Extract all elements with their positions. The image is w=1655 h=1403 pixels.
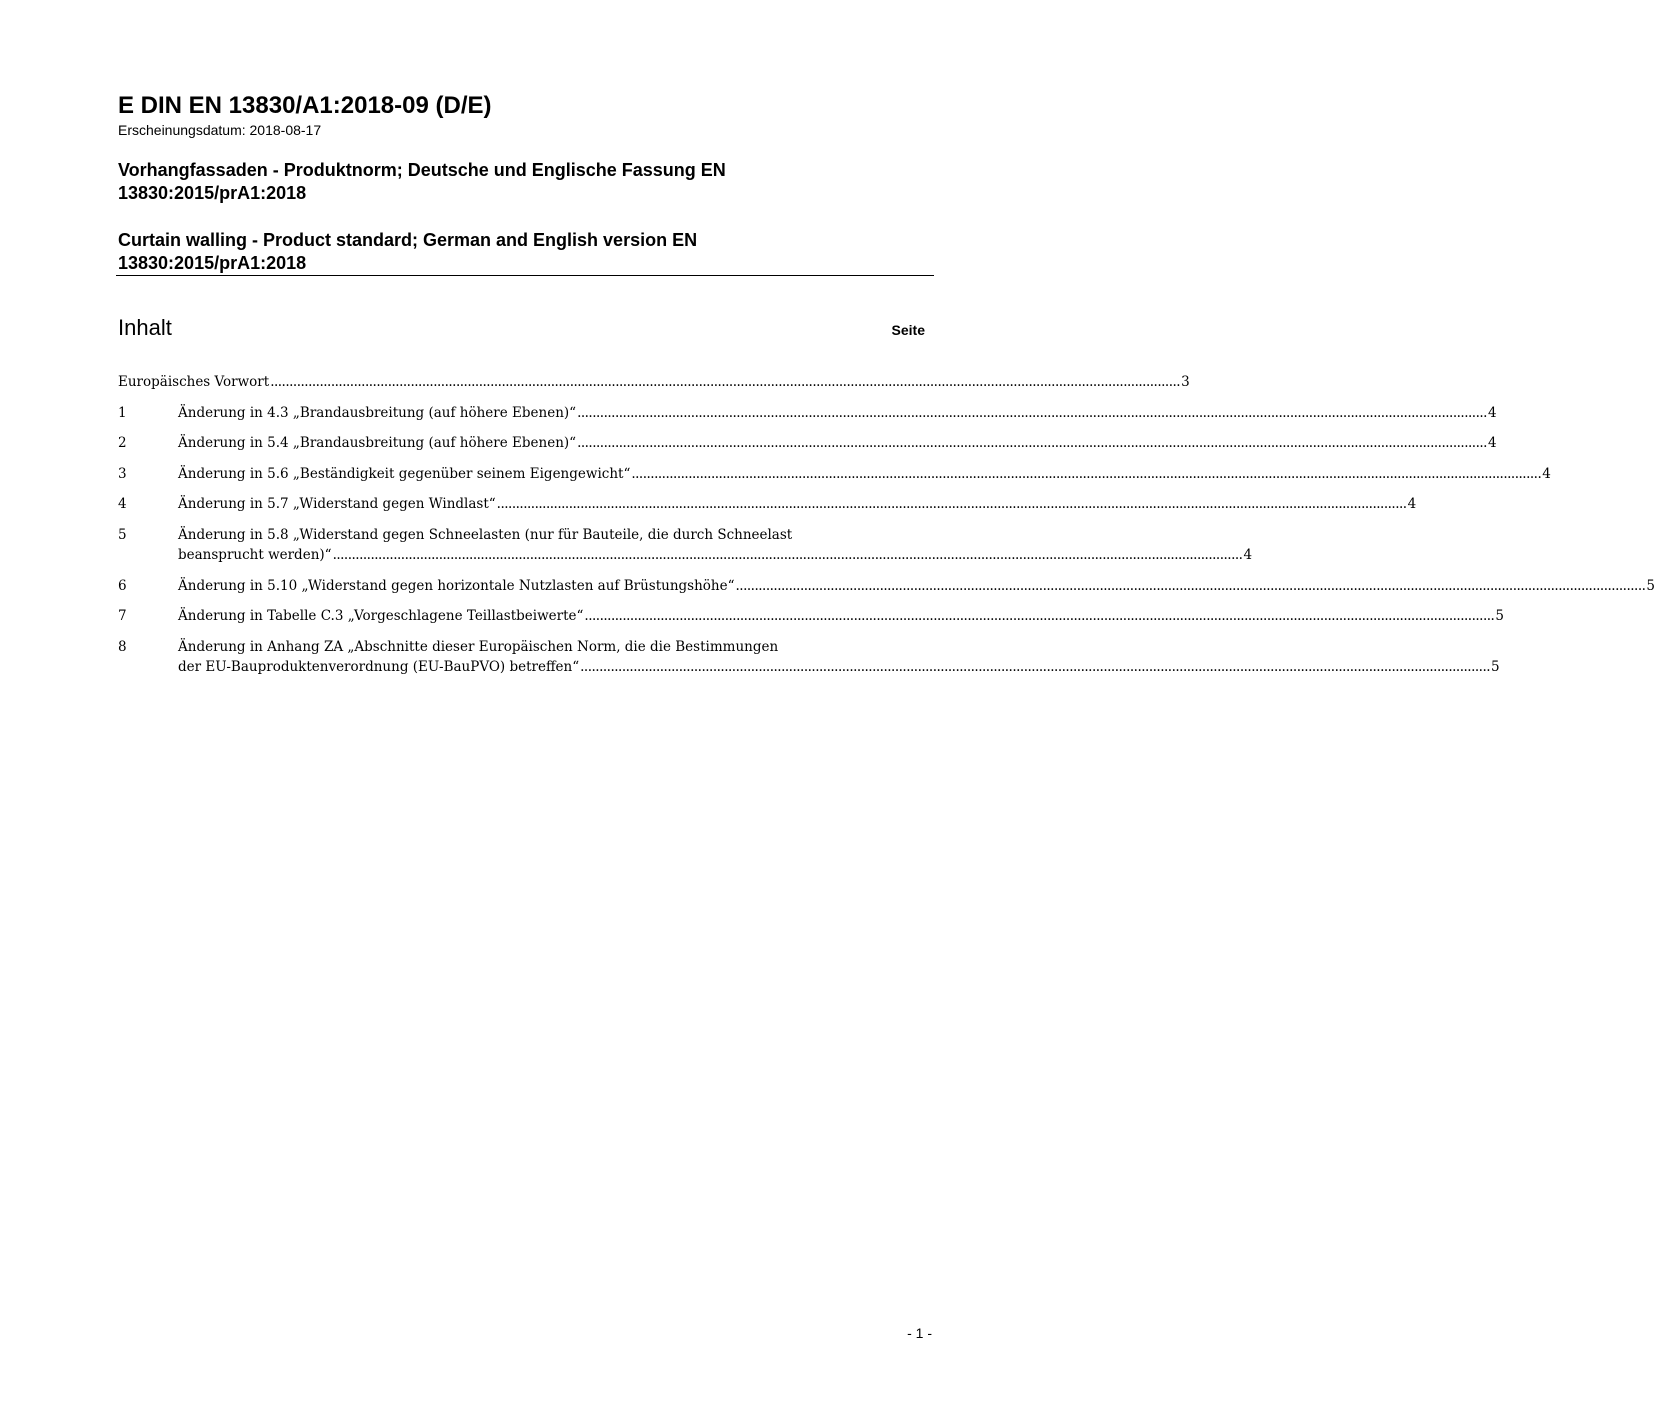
toc-entry-page: 4 bbox=[1487, 404, 1497, 421]
toc-entry-number: 4 bbox=[118, 496, 127, 512]
toc-entry-line bbox=[178, 576, 1655, 597]
toc-entry[interactable] bbox=[118, 403, 1497, 424]
toc-entry-title: Änderung in Tabelle C.3 „Vorgeschlagene Teillastbeiwerte“ bbox=[178, 608, 584, 624]
page-number: - 1 - bbox=[907, 1325, 932, 1341]
toc-entry-page: 4 bbox=[1407, 496, 1417, 512]
toc-entry-line bbox=[178, 545, 1252, 566]
toc-entry-line bbox=[178, 464, 1551, 485]
toc-entry-body bbox=[178, 403, 1497, 424]
toc-entry-title: Änderung in 5.7 „Widerstand gegen Windlast“ bbox=[178, 496, 496, 512]
toc-entry-title: Änderung in 4.3 „Brandausbreitung (auf höhere Ebenen)“ bbox=[178, 404, 577, 421]
toc-entry[interactable] bbox=[118, 494, 1417, 515]
toc-dot-leader bbox=[736, 576, 1646, 597]
toc-entry-line bbox=[178, 403, 1497, 424]
header-divider bbox=[116, 275, 934, 276]
toc-entry-title-line1: Änderung in Anhang ZA „Abschnitte dieser Europäischen Norm, die die Bestimmungen bbox=[178, 638, 779, 655]
toc-entry[interactable] bbox=[118, 372, 1190, 393]
toc-entry-body bbox=[178, 606, 1504, 627]
toc-entry-page: 4 bbox=[1243, 547, 1253, 563]
toc-entry-body bbox=[178, 525, 1252, 566]
toc-entry-title: Änderung in 5.4 „Brandausbreitung (auf höhere Ebenen)“ bbox=[178, 435, 577, 451]
toc-entry-body bbox=[178, 637, 1500, 678]
toc-entry-number: 7 bbox=[118, 608, 127, 624]
toc-entry-page: 5 bbox=[1491, 659, 1500, 675]
publication-date: Erscheinungsdatum: 2018-08-17 bbox=[118, 122, 322, 138]
toc-entry-body bbox=[178, 576, 1655, 597]
toc-entry-page: 5 bbox=[1646, 577, 1655, 594]
toc-dot-leader bbox=[333, 545, 1243, 566]
toc-entry-number: 1 bbox=[118, 404, 127, 421]
toc-page-label: Seite bbox=[891, 322, 925, 338]
toc-entry-page: 4 bbox=[1487, 435, 1497, 451]
toc-dot-leader bbox=[577, 403, 1487, 424]
toc-entry-title: Europäisches Vorwort bbox=[118, 374, 270, 390]
title-english-line1: Curtain walling - Product standard; German and English version EN bbox=[118, 230, 698, 250]
toc-entry-number: 2 bbox=[118, 435, 127, 451]
toc-dot-leader bbox=[584, 606, 1494, 627]
toc-entry-title: Änderung in 5.10 „Widerstand gegen horizontale Nutzlasten auf Brüstungshöhe“ bbox=[178, 577, 735, 594]
toc-entry-number: 6 bbox=[118, 577, 127, 594]
toc-entry-line bbox=[178, 657, 1500, 678]
toc-entry[interactable] bbox=[118, 637, 1500, 678]
toc-entry-title: der EU-Bauproduktenverordnung (EU-BauPVO) betreffen“ bbox=[178, 659, 580, 675]
toc-heading: Inhalt bbox=[118, 315, 172, 340]
toc-entry-line bbox=[178, 433, 1497, 454]
toc-entry-line bbox=[178, 606, 1504, 627]
toc-entry-body bbox=[178, 433, 1497, 454]
toc-entry-body bbox=[178, 494, 1416, 515]
title-german bbox=[118, 159, 918, 205]
toc-entry[interactable] bbox=[118, 576, 1655, 597]
toc-entry-body bbox=[178, 464, 1551, 485]
toc-entry-page: 3 bbox=[1181, 374, 1190, 390]
toc-entry[interactable] bbox=[118, 433, 1497, 454]
toc-entry-line bbox=[118, 372, 1190, 393]
toc-entry-page: 4 bbox=[1542, 465, 1551, 482]
toc-entry-body bbox=[118, 372, 1190, 393]
document-id: E DIN EN 13830/A1:2018-09 (D/E) bbox=[118, 92, 492, 119]
toc-entry-title-line1: Änderung in 5.8 „Widerstand gegen Schneelasten (nur für Bauteile, die durch Schneelast bbox=[178, 526, 793, 543]
toc-entry[interactable] bbox=[118, 525, 1253, 566]
toc-entry-page: 5 bbox=[1495, 608, 1504, 624]
toc-dot-leader bbox=[497, 494, 1407, 515]
title-german-line2: 13830:2015/prA1:2018 bbox=[118, 183, 307, 203]
toc-entry-title: beansprucht werden)“ bbox=[178, 547, 332, 563]
toc-entry-number: 3 bbox=[118, 465, 127, 482]
title-english bbox=[118, 229, 918, 275]
toc-entry[interactable] bbox=[118, 606, 1504, 627]
table-of-contents bbox=[118, 372, 1655, 688]
title-german-line1: Vorhangfassaden - Produktnorm; Deutsche und Englische Fassung EN bbox=[118, 160, 726, 180]
toc-entry-line bbox=[178, 494, 1416, 515]
toc-entry-number: 5 bbox=[118, 526, 127, 543]
toc-dot-leader bbox=[270, 372, 1180, 393]
toc-entry-number: 8 bbox=[118, 638, 127, 655]
title-english-line2: 13830:2015/prA1:2018 bbox=[118, 253, 307, 273]
toc-dot-leader bbox=[631, 464, 1541, 485]
toc-entry-title: Änderung in 5.6 „Beständigkeit gegenüber seinem Eigengewicht“ bbox=[178, 465, 631, 482]
toc-dot-leader bbox=[580, 657, 1490, 678]
toc-dot-leader bbox=[577, 433, 1487, 454]
toc-entry[interactable] bbox=[118, 464, 1551, 485]
